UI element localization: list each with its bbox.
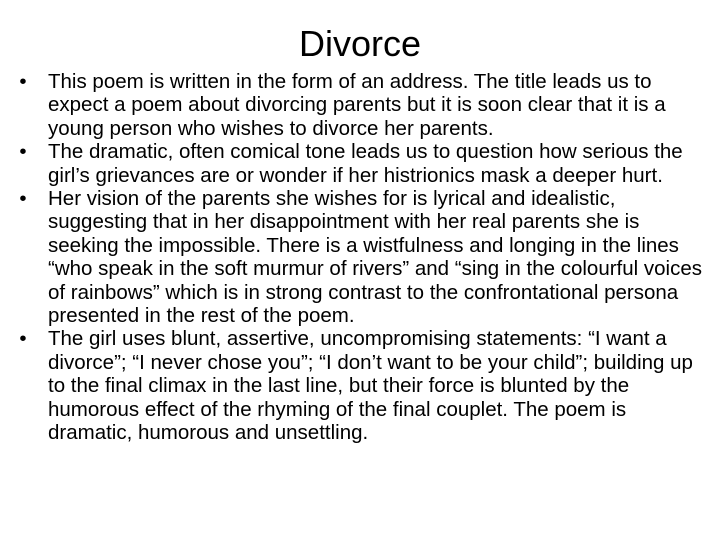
bullet-text: The dramatic, often comical tone leads us to question how serious the girl’s grievances are or wonder if her histrionics mask a deeper hurt. [48, 140, 683, 187]
slide-title [0, 22, 720, 66]
bullet-item [14, 70, 714, 140]
bullet-text: The girl uses blunt, assertive, uncompromising statements: “I want a divorce”; “I never chose you”; “I don’t want to be your child”; building up to the final climax in the last line, but their force is blunted by the humorous effect of the rhyming of the final couplet. The poem is dramatic, humorous and unsettling. [48, 327, 693, 445]
bullet-item [14, 187, 714, 327]
bullet-dot-icon: • [19, 187, 27, 211]
bullet-dot-icon: • [19, 140, 27, 164]
bullet-text: Her vision of the parents she wishes for is lyrical and idealistic, suggesting that in her disappointment with her real parents she is seeking the impossible. There is a wistfulness and longing in the lines “who speak in the soft murmur of rivers” and “sing in the colourful voices of rainbows” which is in strong contrast to the confrontational persona presented in the rest of the poem. [48, 187, 702, 328]
bullet-list [14, 70, 714, 445]
bullet-dot-icon: • [19, 327, 27, 351]
bullet-item [14, 327, 714, 444]
bullet-dot-icon: • [19, 70, 27, 93]
bullet-item [14, 140, 714, 187]
bullet-text: This poem is written in the form of an address. The title leads us to expect a poem about divorcing parents but it is soon clear that it is a young person who wishes to divorce her parents. [48, 70, 666, 140]
slide-title-text: Divorce [298, 23, 422, 64]
